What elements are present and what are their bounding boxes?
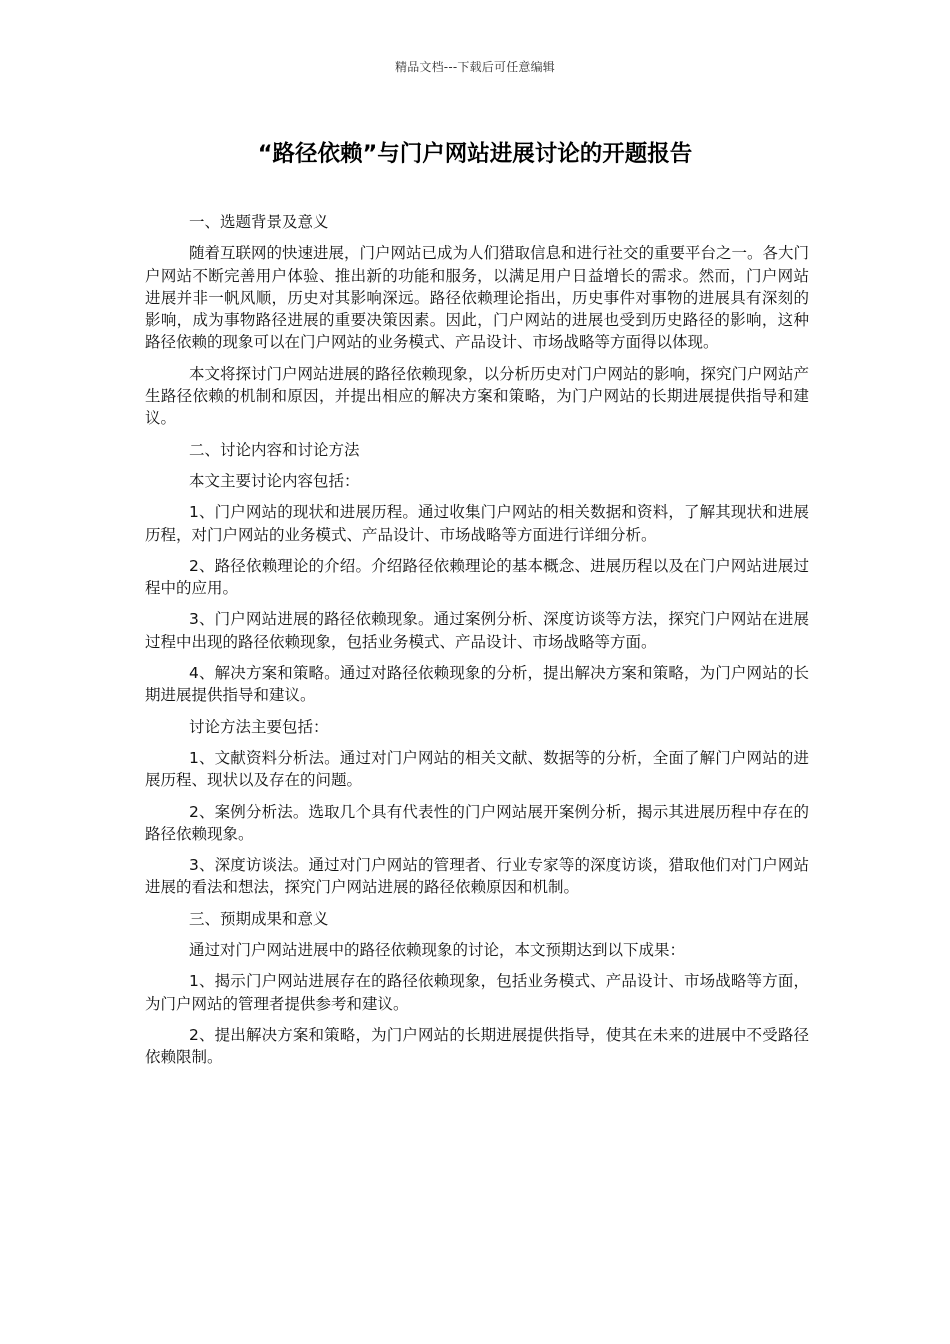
list-item-method-1: 1、文献资料分析法。通过对门户网站的相关文献、数据等的分析，全面了解门户网站的进展历程、现状以及存在的问题。: [145, 748, 809, 790]
paragraph-outcomes-intro: 通过对门户网站进展中的路径依赖现象的讨论，本文预期达到以下成果：: [189, 941, 686, 960]
list-item-content-1: 1、门户网站的现状和进展历程。通过收集门户网站的相关数据和资料，了解其现状和进展历程，对门户网站的业务模式、产品设计、市场战略等方面进行详细分析。: [145, 503, 809, 544]
list-item-method-3: 3、深度访谈法。通过对门户网站的管理者、行业专家等的深度访谈，猎取他们对门户网站进展的看法和想法，探究门户网站进展的路径依赖原因和机制。: [145, 856, 809, 897]
header-note: 精品文档---下载后可任意编辑: [395, 60, 555, 74]
section-heading-outcomes: 三、预期成果和意义: [189, 909, 329, 928]
list-item-content-3: 3、门户网站进展的路径依赖现象。通过案例分析、深度访谈等方法，探究门户网站在进展过程中出现的路径依赖现象，包括业务模式、产品设计、市场战略等方面。: [145, 610, 809, 651]
list-item-outcome-1: 1、揭示门户网站进展存在的路径依赖现象，包括业务模式、产品设计、市场战略等方面，为门户网站的管理者提供参考和建议。: [145, 972, 809, 1013]
paragraph-purpose: 本文将探讨门户网站进展的路径依赖现象，以分析历史对门户网站的影响，探究门户网站产生路径依赖的机制和原因，并提出相应的解决方案和策略，为门户网站的长期进展提供指导和建议。: [145, 364, 810, 428]
paragraph-methods-intro: 讨论方法主要包括：: [189, 717, 329, 736]
section-heading-background: 一、选题背景及意义: [189, 213, 329, 231]
list-item-content-4: 4、解决方案和策略。通过对路径依赖现象的分析，提出解决方案和策略，为门户网站的长期进展提供指导和建议。: [145, 664, 809, 705]
list-item-outcome-2: 2、提出解决方案和策略，为门户网站的长期进展提供指导，使其在未来的进展中不受路径依赖限制。: [145, 1025, 809, 1067]
list-item-content-2: 2、路径依赖理论的介绍。介绍路径依赖理论的基本概念、进展历程以及在门户网站进展过程中的应用。: [145, 556, 809, 598]
document-body: [145, 211, 809, 1069]
document-title: “路径依赖”与门户网站进展讨论的开题报告: [257, 141, 693, 167]
section-heading-content-methods: 二、讨论内容和讨论方法: [189, 440, 360, 459]
paragraph-content-intro: 本文主要讨论内容包括：: [189, 471, 360, 490]
paragraph-background: 随着互联网的快速进展，门户网站已成为人们猎取信息和进行社交的重要平台之一。各大门户网站不断完善用户体验、推出新的功能和服务，以满足用户日益增长的需求。然而，门户网站进展并非一帆风顺，历史对其影响深远。路径依赖理论指出，历史事件对事物的进展具有深刻的影响，成为事物路径进展的重要决策因素。因此，门户网站的进展也受到历史路径的影响，这种路径依赖的现象可以在门户网站的业务模式、产品设计、市场战略等方面得以体现。: [145, 244, 810, 352]
list-item-method-2: 2、案例分析法。选取几个具有代表性的门户网站展开案例分析，揭示其进展历程中存在的路径依赖现象。: [145, 802, 809, 843]
